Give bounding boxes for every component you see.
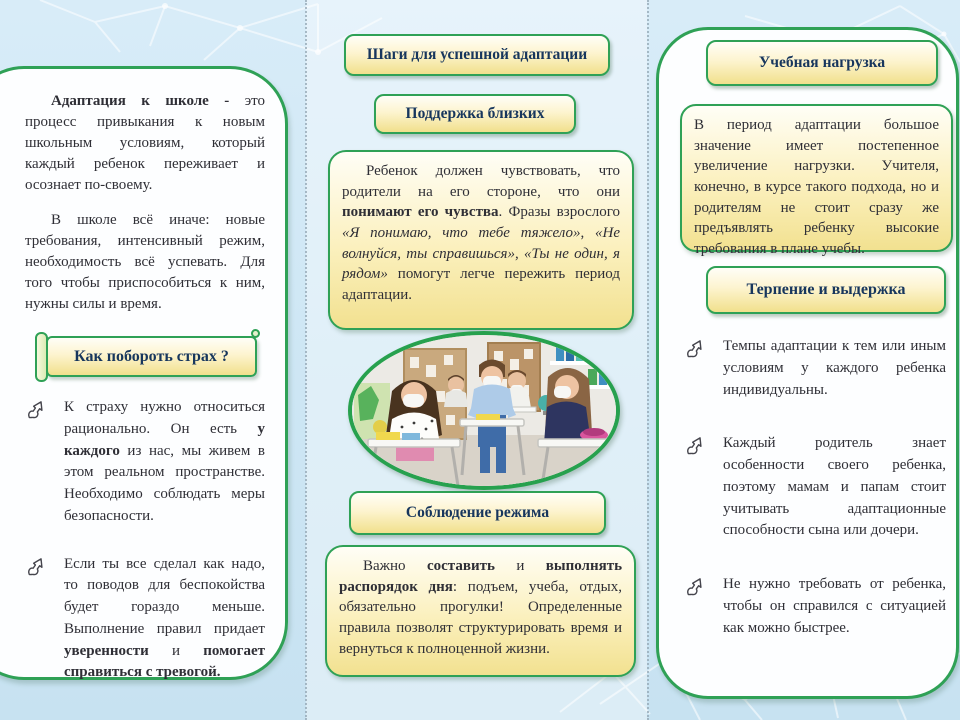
support-text: Ребенок должен чувствовать, что родители на его стороне, что они понимают его чувства. Фразы взрослого «Я понимаю, что тебе тяжело», «Не волнуйся, ты справишься», «Ты не один, я рядом» помогут легче пережить период адаптации.	[342, 163, 621, 304]
banner-regime: Соблюдение режима	[349, 491, 606, 535]
classroom-photo	[348, 331, 620, 490]
scroll-roll-decor	[35, 332, 48, 382]
support-text-box	[328, 150, 634, 330]
curved-arrow-icon	[25, 555, 51, 581]
patience-bullets	[684, 336, 946, 671]
fear-banner	[35, 331, 257, 377]
banner-patience: Терпение и выдержка	[706, 266, 946, 314]
fear-bullet-1	[25, 397, 265, 528]
patience-bullet-1	[684, 336, 946, 401]
patience-bullet-3	[684, 574, 946, 639]
fold-line-left	[305, 0, 307, 720]
curved-arrow-icon	[684, 575, 710, 601]
load-text-box	[680, 104, 953, 258]
intro-paragraph: Адаптация к школе - это процесс привыкания к новым школьным условиям, который каждый ребенок переживает и осознает по-своему.	[25, 93, 265, 193]
scroll-curl-decor	[251, 329, 260, 338]
banner-steps: Шаги для успешной адаптации	[344, 34, 610, 76]
fear-banner-label: Как побороть страх ?	[46, 336, 257, 377]
classroom-scene	[352, 335, 616, 486]
banner-support: Поддержка близких	[374, 94, 576, 134]
bullet-text: Не нужно требовать от ребенка, чтобы он справился с ситуацией как можно быстрее.	[723, 576, 946, 636]
left-panel	[0, 66, 288, 680]
load-text: В период адаптации большое значение имеет постепенное увеличение нагрузки. Учителя, конечно, в курсе такого подхода, но и родителям не стоит сразу же предъявлять ребенку высокие требования в плане учебы.	[694, 117, 939, 258]
regime-text: Важно составить и выполнять распорядок дня: подъем, учеба, отдых, обязательно прогулки! Определенные правила позволят структурировать время и вернуться к полноценной жизни.	[339, 558, 623, 657]
school-differences-paragraph: В школе всё иначе: новые требования, интенсивный режим, необходимость всё успевать. Для того чтобы приспособиться к ним, нужны силы и время.	[25, 212, 265, 312]
curved-arrow-icon	[684, 337, 710, 363]
fold-line-right	[647, 0, 649, 720]
bullet-text: Темпы адаптации к тем или иным условиям у каждого ребенка индивидуальны.	[723, 338, 946, 398]
curved-arrow-icon	[25, 398, 51, 424]
bullet-text: Каждый родитель знает особенности своего ребенка, поэтому мамам и папам стоит учитывать адаптационные способности сына или дочери.	[723, 435, 946, 539]
banner-load: Учебная нагрузка	[706, 40, 938, 86]
regime-text-box	[325, 545, 636, 677]
curved-arrow-icon	[684, 434, 710, 460]
bullet-text: Если ты все сделал как надо, то поводов для беспокойства будет гораздо меньше. Выполнение правил придает уверенности и помогает справиться с тревогой.	[64, 555, 265, 681]
fear-bullet-2	[25, 554, 265, 685]
patience-bullet-2	[684, 433, 946, 542]
bullet-text: К страху нужно относиться рационально. Он есть у каждого из нас, мы живем в этом реальном пространстве. Необходимо соблюдать меры безопасности.	[64, 399, 265, 524]
